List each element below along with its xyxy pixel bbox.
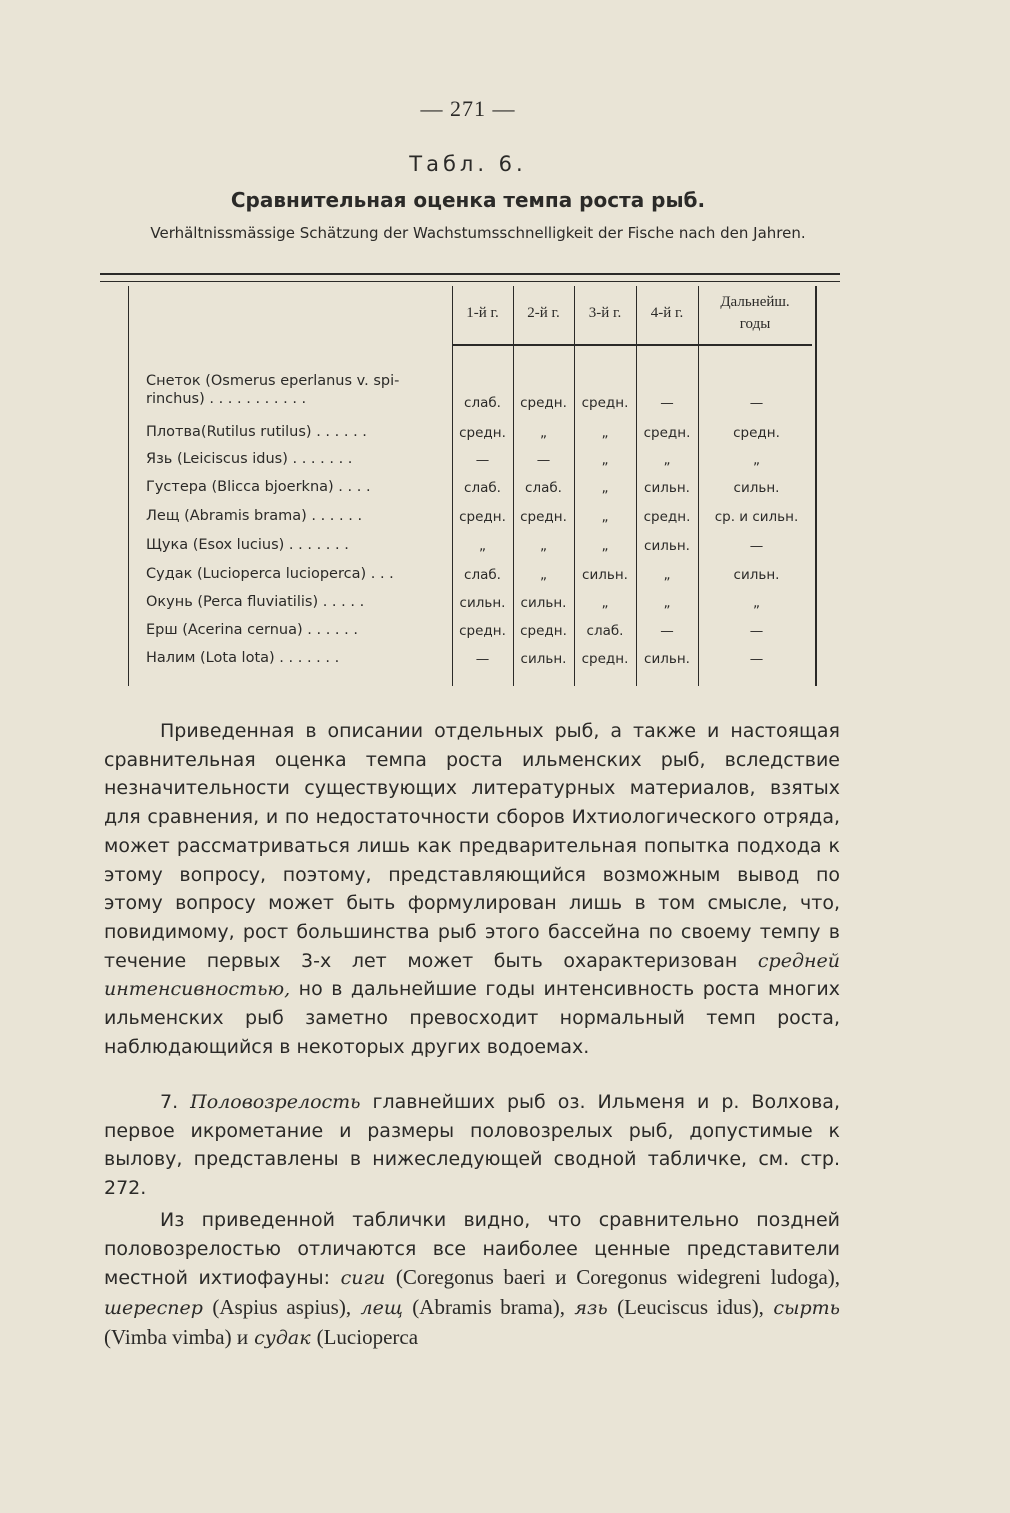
table-cell: — [475, 452, 490, 468]
table-cell: слаб. [525, 480, 562, 496]
table-cell: — [475, 651, 490, 667]
latin-name: (Abramis brama), [412, 1295, 565, 1320]
fish-name: сырть [773, 1297, 840, 1320]
table-cell: „ [663, 595, 671, 611]
table-cell: „ [753, 452, 760, 468]
latin-name: (Aspius aspius), [212, 1295, 352, 1320]
table-cell: сильн. [733, 480, 780, 496]
table-cell: „ [663, 567, 671, 583]
paragraph-text: но в дальнейшие годы интенсивность роста многих ильменских рыб заметно превосходит нормальный темп роста, наблюдающийся в некоторых других водоемах. [104, 978, 841, 1058]
table-cell: „ [479, 538, 486, 554]
table-cell: сильн. [582, 567, 628, 583]
table-cell: „ [601, 595, 609, 611]
table-cell: „ [540, 425, 547, 441]
species-name: Щука (Esox lucius) . . . . . . . [146, 537, 349, 553]
species-name: Язь (Leiciscus idus) . . . . . . . [146, 451, 353, 467]
table-cell: ср. и сильн. [714, 509, 799, 525]
table-cell: „ [601, 538, 609, 554]
table-cell: средн. [643, 425, 691, 441]
paragraph-text: Из приведенной таблички видно, что сравнительно поздней половозрелостью отличаются все наиболее ценные представители местной ихтиофауны: [104, 1209, 840, 1290]
fish-name: язь [574, 1297, 608, 1320]
table-cell: „ [540, 567, 547, 583]
table-cell: слаб. [464, 480, 501, 496]
table-cell: — [660, 395, 674, 411]
table-cell: — [749, 395, 764, 411]
table-cell: средн. [643, 509, 691, 525]
italic-term: Половозрелость [190, 1091, 361, 1113]
header-year2: 2-й г. [527, 305, 560, 321]
table-label: Табл. 6. [409, 152, 527, 176]
table-cell: сильн. [459, 595, 506, 611]
species-name: Ерш (Acerina cernua) . . . . . . [146, 622, 358, 638]
species-name: Снеток (Osmerus eperlanus v. spi- rinchus) . . . . . . . . . . . [146, 373, 400, 407]
latin-name: (Leuciscus idus), [617, 1295, 764, 1320]
table-cell: слаб. [464, 395, 501, 411]
species-name: Густера (Blicca bjoerkna) . . . . [146, 479, 371, 495]
table-top-rule [100, 273, 840, 275]
fish-name: судак [254, 1326, 311, 1349]
table-right-border [815, 286, 817, 686]
table-subtitle: Verhältnissmässige Schätzung der Wachstumsschnelligkeit der Fische nach den Jahren. [150, 224, 806, 242]
table-header-rule [452, 344, 812, 346]
species-name: Лещ (Abramis brama) . . . . . . [146, 508, 363, 524]
table-cell: сильн. [644, 538, 690, 554]
table-cell: „ [601, 509, 609, 525]
table-cell: средн. [520, 623, 567, 639]
latin-name: (Lucioperca [316, 1324, 419, 1349]
table-cell: — [749, 538, 764, 554]
table-cell: сильн. [644, 480, 690, 496]
table-cell: „ [753, 595, 760, 611]
table-cell: „ [601, 425, 609, 441]
table-cell: средн. [520, 509, 567, 525]
page-number: — 271 — [420, 96, 516, 121]
table-cell: „ [540, 538, 547, 554]
table-cell: слаб. [464, 567, 501, 583]
table-cell: — [660, 623, 674, 639]
table-top-rule-thin [100, 281, 840, 282]
table-cell: средн. [459, 623, 506, 639]
table-cell: сильн. [520, 651, 567, 667]
table-cell: средн. [581, 395, 629, 411]
table-cell: „ [601, 480, 609, 496]
table-cell: — [749, 651, 764, 667]
table-cell: сильн. [733, 567, 780, 583]
table-cell: слаб. [586, 623, 624, 639]
header-year1: 1-й г. [466, 305, 499, 321]
species-name: Окунь (Perca fluviatilis) . . . . . [146, 594, 365, 610]
table-cell: средн. [459, 425, 506, 441]
species-name: Судак (Lucioperca lucioperca) . . . [146, 566, 394, 582]
table-cell: средн. [733, 425, 780, 441]
paragraph-maturity [104, 1088, 840, 1203]
table-left-border [128, 286, 129, 686]
paragraph-conclusion [104, 1206, 840, 1353]
table-cell: сильн. [644, 651, 690, 667]
species-name: Плотва(Rutilus rutilus) . . . . . . [146, 424, 367, 440]
table-cell: средн. [459, 509, 506, 525]
header-year3: 3-й г. [588, 305, 622, 321]
paragraph-text: Приведенная в описании отдельных рыб, а также и настоящая сравнительная оценка темпа роста ильменских рыб, вследствие незначительности существующих литературных материалов, взятых для сравнения, и по недостаточности сборов Ихтиологического отряда, может рассматриваться лишь как предварительная попытка подхода к этому вопросу, поэтому, представляющийся возможным вывод по этому вопросу может быть формулирован лишь в том смысле, что, повидимому, рост большинства рыб этого бассейна по своему темпу в течение первых 3-х лет может быть охарактеризован [104, 720, 840, 972]
latin-name: (Vimba vimba) и [104, 1324, 249, 1349]
italic-phrase: средней интенсивностью, [104, 949, 840, 1001]
table-cell: сильн. [520, 595, 567, 611]
species-name: Налим (Lota lota) . . . . . . . [146, 650, 340, 666]
table-cell: — [749, 623, 764, 639]
fish-name: сиги [340, 1267, 386, 1290]
header-year4: 4-й г. [650, 305, 684, 321]
section-number: 7. [160, 1091, 179, 1113]
table-cell: „ [601, 452, 609, 468]
table-cell: — [536, 452, 551, 468]
paragraph-growth-rate [104, 717, 840, 1061]
table-cell: „ [663, 452, 671, 468]
table-cell: средн. [520, 395, 567, 411]
header-later-years: Дальнейш. годы [720, 294, 790, 332]
paragraph-text: главнейших рыб оз. Ильменя и р. Волхова, первое икрометание и размеры половозрелых рыб, допустимые к вылову, представлены в нижеследующей сводной табличке, см. стр. 272. [104, 1091, 840, 1200]
fish-name: лещ [360, 1297, 403, 1320]
table-title: Сравнительная оценка темпа роста рыб. [230, 188, 706, 212]
fish-name: шереспер [104, 1297, 203, 1320]
latin-name: (Coregonus baeri и Coregonus widegreni ludoga), [395, 1265, 841, 1290]
table-cell: средн. [581, 651, 629, 667]
